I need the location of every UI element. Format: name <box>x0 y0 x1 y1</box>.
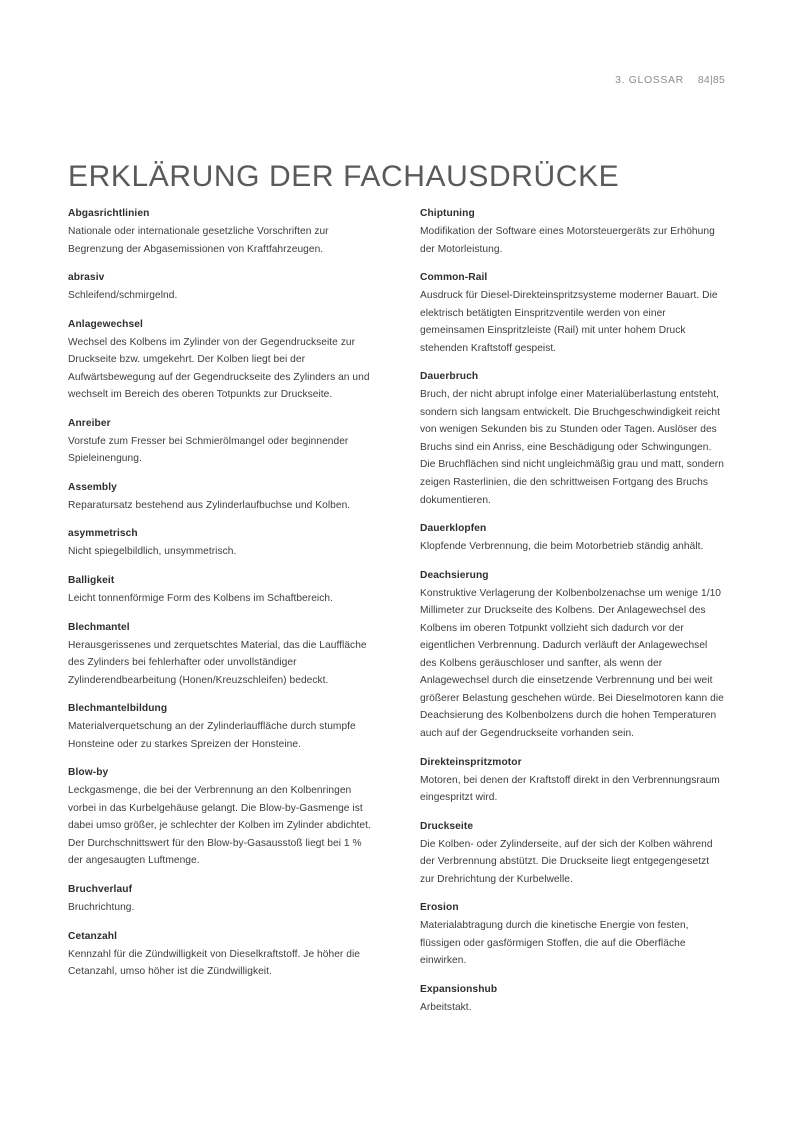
glossary-entry <box>420 371 724 509</box>
glossary-term: Erosion <box>420 902 459 914</box>
glossary-columns <box>68 208 725 1017</box>
glossary-entry <box>68 622 372 690</box>
glossary-entry <box>420 208 724 258</box>
glossary-term: Abgasrichtlinien <box>68 208 150 219</box>
glossary-definition: Vorstufe zum Fresser bei Schmierölmangel oder beginnender Spieleinengung. <box>68 435 349 465</box>
glossary-term: Chiptuning <box>420 208 475 219</box>
glossary-column-right <box>420 208 724 1017</box>
glossary-entry <box>68 528 372 561</box>
glossary-term: Dauerbruch <box>420 371 479 383</box>
glossary-definition: Schleifend/schmirgelnd. <box>68 290 178 302</box>
glossary-definition: Nicht spiegelbildlich, unsymmetrisch. <box>68 546 237 558</box>
glossary-definition: Modifikation der Software eines Motorsteuergeräts zur Erhöhung der Motorleistung. <box>420 226 715 255</box>
glossary-definition: Ausdruck für Diesel-Direkteinspritzsysteme moderner Bauart. Die elektrisch betätigten Einspritzventile werden von einer gemeinsamen Einspritzleiste (Rail) mit unter hohem Druck stehenden Kraftstoff gespeist. <box>420 290 718 354</box>
glossary-definition: Herausgerissenes und zerquetschtes Material, das die Lauffläche des Zylinders bei fehlerhafter oder unvollständiger Zylinderendbearbeitung (Honen/Kreuzschleifen) bedeckt. <box>68 639 367 686</box>
glossary-definition: Arbeitstakt. <box>420 1001 472 1013</box>
glossary-term: Common-Rail <box>420 272 488 284</box>
glossary-entry <box>68 931 372 981</box>
glossary-definition: Materialabtragung durch die kinetische Energie von festen, flüssigen oder gasförmigen Stoffen, die auf die Oberfläche einwirken. <box>420 920 689 967</box>
glossary-entry <box>420 523 724 556</box>
glossary-term: Direkteinspritzmotor <box>420 756 522 768</box>
glossary-term: Deachsierung <box>420 569 489 581</box>
glossary-term: abrasiv <box>68 272 105 284</box>
glossary-term: Balligkeit <box>68 575 115 587</box>
glossary-definition: Reparatursatz bestehend aus Zylinderlaufbuchse und Kolben. <box>68 499 351 511</box>
glossary-term: Cetanzahl <box>68 930 118 942</box>
page-title: ERKLÄRUNG DER FACHAUSDRÜCKE <box>68 160 620 194</box>
glossary-entry <box>68 208 372 258</box>
glossary-definition: Bruch, der nicht abrupt infolge einer Materialüberlastung entsteht, sondern sich langsam entwickelt. Die Bruchgeschwindigkeit reicht von wenigen Sekunden bis zu Stunden oder Tagen. Auslöser des Bruchs sind ein Anriss, eine Beschädigung oder Schwingungen. Die Bruchflächen sind nicht ungleichmäßig grau und matt, sondern zeigen Rasterlinien, die den schrittweisen Fortgang des Bruchs dokumentieren. <box>420 389 724 506</box>
glossary-entry <box>68 482 372 515</box>
glossary-term: Druckseite <box>420 820 474 832</box>
glossary-entry <box>420 757 724 807</box>
glossary-term: Dauerklopfen <box>420 523 487 535</box>
glossary-entry <box>68 272 372 305</box>
glossary-term: Assembly <box>68 481 117 493</box>
glossary-term: Blow-by <box>68 767 109 779</box>
glossary-definition: Materialverquetschung an der Zylinderlauffläche durch stumpfe Honsteine oder zu starkes Spreizen der Honsteine. <box>68 721 356 750</box>
glossary-definition: Kennzahl für die Zündwilligkeit von Dieselkraftstoff. Je höher die Cetanzahl, umso höher ist die Zündwilligkeit. <box>68 948 360 978</box>
glossary-entry <box>420 570 724 743</box>
glossary-definition: Leicht tonnenförmige Form des Kolbens im Schaftbereich. <box>68 593 333 605</box>
glossary-entry <box>420 272 724 357</box>
glossary-term: Anlagewechsel <box>68 318 143 330</box>
glossary-term: Anreiber <box>68 417 111 429</box>
glossary-entry <box>68 418 372 468</box>
page-header <box>615 74 725 86</box>
glossary-definition: Wechsel des Kolbens im Zylinder von der Gegendruckseite zur Druckseite bzw. umgekehrt. Der Kolben liegt bei der Aufwärtsbewegung auf der Gegendruckseite des Zylinders an und wechselt im Bereich des oberen Totpunkts zur Druckseite. <box>68 336 370 401</box>
glossary-term: Blechmantel <box>68 621 130 633</box>
glossary-entry <box>68 884 372 917</box>
glossary-definition: Motoren, bei denen der Kraftstoff direkt in den Verbrennungsraum eingespritzt wird. <box>420 774 720 804</box>
glossary-definition: Bruchrichtung. <box>68 902 135 914</box>
glossary-term: Expansionshub <box>420 983 498 995</box>
glossary-entry <box>68 319 372 404</box>
glossary-definition: Nationale oder internationale gesetzliche Vorschriften zur Begrenzung der Abgasemissionen von Kraftfahrzeugen. <box>68 226 329 255</box>
glossary-definition: Klopfende Verbrennung, die beim Motorbetrieb ständig anhält. <box>420 541 704 553</box>
glossary-definition: Konstruktive Verlagerung der Kolbenbolzenachse um wenige 1/10 Millimeter zur Druckseite des Kolbens. Der Anlagewechsel des Kolbens im oberen Totpunkt vollzieht sich dadurch vor der eigentlichen Verbrennung. Dadurch verläuft der Anlagewechsel des Kolbens geräuschloser und sanfter, als wenn der Anlagewechsel durch die einsetzende Verbrennung und bei weit größerer Belastung geschehen würde. Bei Dieselmotoren kann die Deachsierung des Kolbenbolzens durch die hohen Temperaturen auch auf der Gegendruckseite vorhanden sein. <box>420 587 724 740</box>
glossary-entry <box>420 902 724 970</box>
glossary-entry <box>68 767 372 870</box>
glossary-term: Bruchverlauf <box>68 884 133 896</box>
glossary-entry <box>420 984 724 1017</box>
glossary-entry <box>68 575 372 608</box>
page-number: 84|85 <box>697 74 725 86</box>
glossary-entry <box>420 821 724 889</box>
chapter-label: 3. GLOSSAR <box>615 74 684 86</box>
glossary-term: Blechmantelbildung <box>68 703 168 715</box>
glossary-term: asymmetrisch <box>68 528 138 540</box>
glossary-definition: Leckgasmenge, die bei der Verbrennung an den Kolbenringen vorbei in das Kurbelgehäuse gelangt. Die Blow-by-Gasmenge ist dabei umso größer, je schlechter der Kolben im Zylinder abdichtet. Der Durchschnittswert für den Blow-by-Gasausstoß liegt bei 1 % der angesaugten Luftmenge. <box>68 785 371 867</box>
glossary-definition: Die Kolben- oder Zylinderseite, auf der sich der Kolben während der Verbrennung abstützt. Die Druckseite liegt entgegengesetzt zur Drehrichtung der Kurbelwelle. <box>420 838 713 885</box>
glossary-column-left <box>68 208 372 1017</box>
glossary-entry <box>68 703 372 753</box>
